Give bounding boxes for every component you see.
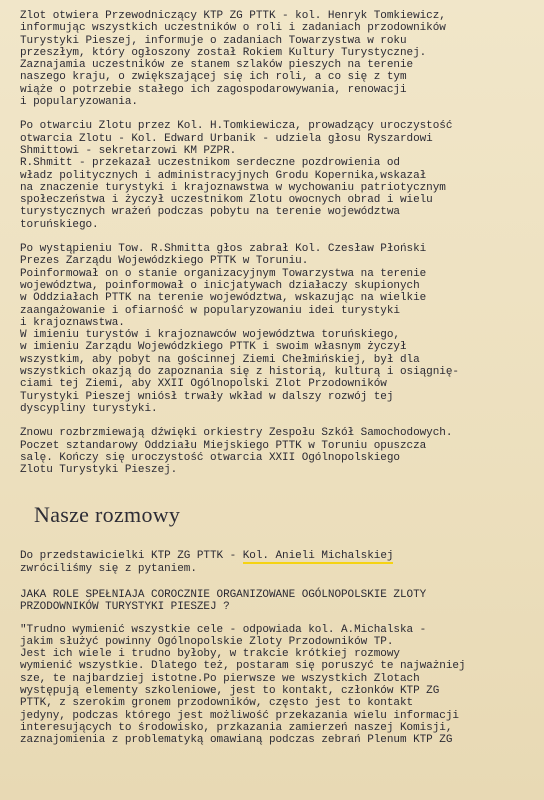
text-line: Turystyki Pieszej wniósł trwały wkład w dalszy rozwój tej (20, 390, 394, 403)
text-line: społeczeństwa i życzył uczestnikom Zlotu owocnych obrad i wielu (20, 194, 433, 207)
text-line: otwarcia Zlotu - Kol. Edward Urbanik - udziela głosu Ryszardowi (20, 132, 433, 145)
question-line: PRZODOWNIKÓW TURYSTYKI PIESZEJ ? (20, 601, 230, 614)
text-line: Poinformował on o stanie organizacyjnym Towarzystwa na terenie (20, 267, 427, 280)
text-line: Prezes Zarządu Wojewódzkiego PTTK w Toruniu. (20, 255, 309, 268)
text-line: na znaczenie turystyki i krajoznawstwa w wychowaniu patriotycznym (20, 181, 446, 194)
text-line: wszystkich okazją do zapoznania się z historią, kulturą i osiągnię- (20, 366, 459, 379)
text-line: w Oddziałach PTTK na terenie województwa, wskazując na wielkie (20, 292, 427, 305)
intro-prefix: Do przedstawicielki KTP ZG PTTK - (20, 550, 243, 563)
text-line: W imieniu turystów i krajoznawców województwa toruńskiego, (20, 329, 400, 342)
intro-line: zwróciliśmy się z pytaniem. (20, 562, 197, 575)
text-line: Po otwarciu Zlotu przez Kol. H.Tomkiewicza, prowadzący uroczystość (20, 120, 453, 133)
paragraph-plonski-speech (20, 243, 530, 415)
interview-answer (20, 624, 530, 747)
section-title: Nasze rozmowy (34, 502, 181, 528)
answer-line: jakim służyć powinny Ogólnopolskie Zloty Przodowników TP. (20, 635, 394, 648)
text-line: w imieniu Zarządu Wojewódzkiego PTTK i swoim własnym życzył (20, 341, 407, 354)
text-line: salę. Kończy się uroczystość otwarcia XXII Ogólnopolskiego (20, 451, 400, 464)
text-line: turystycznych wrażeń podczas pobytu na terenie województwa (20, 206, 400, 219)
answer-line: "Trudno wymienić wszystkie cele - odpowiada kol. A.Michalska - (20, 623, 427, 636)
text-line: Zlot otwiera Przewodniczący KTP ZG PTTK - kol. Henryk Tomkiewicz, (20, 10, 446, 22)
interview-question (20, 589, 530, 614)
text-line: wszystkim, aby pobyt na gościnnej Ziemi Chełmińskiej, był dla (20, 353, 420, 366)
text-line: i popularyzowania. (20, 96, 138, 109)
highlighted-name: Kol. Anieli Michalskiej (242, 550, 394, 563)
question-line: JAKA ROLE SPEŁNIAJA CORОCZNIE ORGANIZOWANE OGÓLNOPOLSKIE ZLOTY (20, 588, 427, 601)
interview-intro (20, 550, 530, 575)
text-line: Zlotu Turystyki Pieszej. (20, 464, 178, 477)
answer-line: zaznajomienia z problematyką omawianą podczas zebrań Plenum KTP ZG (20, 734, 453, 747)
text-line: Shmittowi - sekretarzowi KM PZPR. (20, 144, 237, 157)
text-line: zaangażowanie i ofiarność w popularyzowaniu idei turystyki (20, 304, 400, 317)
text-line: Poczet sztandarowy Oddziału Miejskiego PTTK w Toruniu opuszcza (20, 439, 427, 452)
answer-line: sze, te najbardziej istotne.Po pierwsze we wszystkich Zlotach (20, 672, 420, 685)
text-line: naszego kraju, o zwiększającej się ich roli, a co się z tym (20, 71, 407, 84)
text-line: i krajoznawstwa. (20, 316, 125, 329)
answer-line: jedyny, podczas którego jest możliwość przekazania wielu informacji (20, 709, 459, 722)
text-line: Zaznajamia uczestników ze stanem szlaków pieszych na terenie (20, 59, 414, 72)
text-line: wiąże o potrzebie stałego ich zagospodarowywania, renowacji (20, 83, 407, 96)
answer-line: wymienić wszystkie. Dlatego też, postaram się poruszyć te najważniej (20, 660, 466, 673)
paragraph-zlot-opening (20, 10, 530, 108)
intro-line (20, 550, 530, 562)
answer-line: występują elementy szkoleniowe, jest to kontakt, członków KTP ZG (20, 685, 440, 698)
answer-line: PTTK, z szerokim gronem przodowników, często jest to kontakt (20, 697, 414, 710)
text-line: toruńskiego. (20, 218, 99, 231)
text-line: przeszłym, który ogłoszony został Rokiem Kultury Turystycznej. (20, 46, 427, 59)
text-line: ciami tej Ziemi, aby XXII Ogólnopolski Zlot Przodowników (20, 378, 387, 391)
text-line: dyscypliny turystyki. (20, 402, 158, 415)
text-line: R.Shmitt - przekazał uczestnikom serdeczne pozdrowienia od (20, 157, 400, 170)
answer-line: interesujących to środowisko, przkazania zamierzeń naszej Komisji, (20, 721, 453, 734)
text-line: informując wszystkich uczestników o roli i zadaniach przodowników (20, 22, 446, 35)
text-line: Po wystąpieniu Tow. R.Shmitta głos zabrał Kol. Czesław Płoński (20, 243, 427, 256)
text-line: województwa, poinformował o inicjatywach działaczy skupionych (20, 279, 420, 292)
text-line: władz politycznych i administracyjnych Grodu Kopernika,wskazał (20, 169, 427, 182)
text-line: Znowu rozbrzmiewają dźwięki orkiestry Zespołu Szkół Samochodowych. (20, 427, 453, 440)
answer-line: Jest ich wiele i trudno byłoby, w trakcie krótkiej rozmowy (20, 648, 400, 661)
paragraph-shmitt-greeting (20, 120, 530, 231)
paragraph-closing-ceremony (20, 427, 530, 476)
text-line: Turystyki Pieszej, informuje o zadaniach Towarzystwa w roku (20, 34, 407, 47)
